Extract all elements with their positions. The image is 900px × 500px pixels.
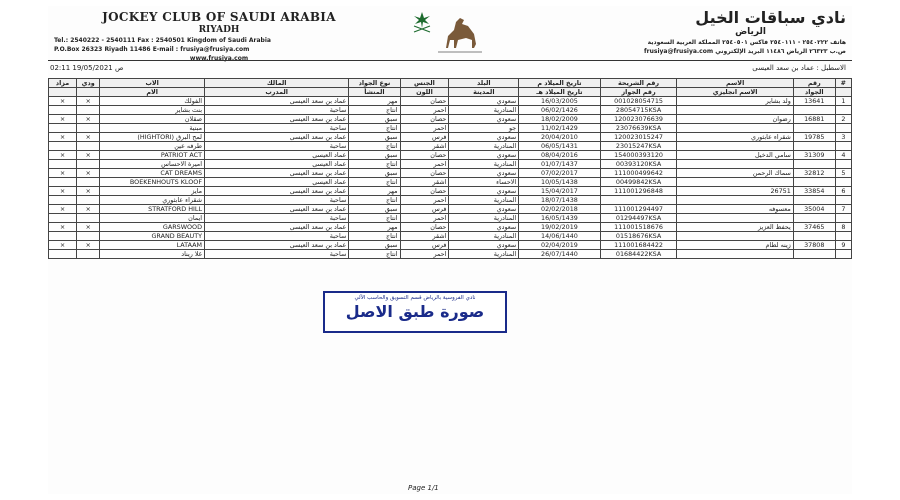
- table-cell: حصان: [400, 97, 449, 106]
- col-subheader: تاريخ الميلاد هـ: [519, 88, 600, 97]
- table-cell: 01/07/1437: [519, 160, 600, 169]
- col-subheader: اللون: [400, 88, 449, 97]
- table-cell: ساحبة: [205, 232, 349, 241]
- table-cell: سبق: [349, 115, 400, 124]
- table-row: [49, 169, 852, 178]
- table-cell: [600, 196, 677, 205]
- table-cell: ×: [49, 133, 77, 142]
- col-header: تاريخ الميلاد م: [519, 79, 600, 88]
- table-cell: [677, 196, 793, 205]
- table-cell: [793, 106, 835, 115]
- table-cell: [49, 106, 77, 115]
- col-header: رقم: [793, 79, 835, 88]
- table-cell: [49, 178, 77, 187]
- table-cell: 19785: [793, 133, 835, 142]
- table-cell: [835, 196, 851, 205]
- table-cell: [77, 178, 100, 187]
- table-cell: 02/04/2019: [519, 241, 600, 250]
- table-cell: 01684422KSA: [600, 250, 677, 259]
- table-row-sub: [49, 124, 852, 133]
- table-cell: 10/05/1438: [519, 178, 600, 187]
- table-cell: ×: [49, 115, 77, 124]
- table-row: [49, 115, 852, 124]
- table-cell: سماك الرحمن: [677, 169, 793, 178]
- table-cell: 7: [835, 205, 851, 214]
- certified-copy-stamp: [323, 291, 507, 333]
- table-cell: المنادرية: [449, 160, 519, 169]
- table-cell: عماد العيسى: [205, 178, 349, 187]
- table-cell: 33854: [793, 187, 835, 196]
- table-cell: 18/02/2009: [519, 115, 600, 124]
- table-cell: ×: [49, 169, 77, 178]
- table-cell: ولد بشاير: [677, 97, 793, 106]
- table-cell: سعودي: [449, 169, 519, 178]
- table-cell: اميرة الاحساس: [100, 160, 205, 169]
- table-cell: 06/02/1426: [519, 106, 600, 115]
- table-cell: [49, 196, 77, 205]
- table-row: [49, 97, 852, 106]
- table-cell: زينه لطام: [677, 241, 793, 250]
- table-cell: معسوفه: [677, 205, 793, 214]
- table-cell: سعودي: [449, 97, 519, 106]
- col-header: الاسم: [677, 79, 793, 88]
- table-cell: 15/04/2017: [519, 187, 600, 196]
- col-header: الاب: [100, 79, 205, 88]
- table-cell: عماد العيسى: [205, 160, 349, 169]
- table-cell: فرس: [400, 241, 449, 250]
- table-cell: 19/02/2019: [519, 223, 600, 232]
- table-row-sub: [49, 196, 852, 205]
- table-cell: [793, 214, 835, 223]
- table-cell: [677, 250, 793, 259]
- table-cell: اشقر: [400, 142, 449, 151]
- table-cell: سعودي: [449, 187, 519, 196]
- table-cell: 02/02/2018: [519, 205, 600, 214]
- table-cell: [677, 142, 793, 151]
- table-cell: 00499842KSA: [600, 178, 677, 187]
- club-city-english: RIYADH: [198, 25, 240, 35]
- table-cell: 2: [835, 115, 851, 124]
- table-cell: ساحبة: [205, 250, 349, 259]
- col-subheader: [49, 88, 77, 97]
- table-cell: انتاج: [349, 160, 400, 169]
- col-header: ودي: [77, 79, 100, 88]
- letterhead-arabic: [546, 8, 846, 55]
- table-cell: انتاج: [349, 124, 400, 133]
- table-cell: 08/04/2016: [519, 151, 600, 160]
- table-cell: انتاج: [349, 214, 400, 223]
- table-cell: ×: [77, 169, 100, 178]
- table-cell: 001028054715: [600, 97, 677, 106]
- table-cell: [49, 250, 77, 259]
- table-cell: 31309: [793, 151, 835, 160]
- table-cell: احمر: [400, 196, 449, 205]
- table-cell: [77, 160, 100, 169]
- table-cell: [677, 214, 793, 223]
- table-cell: GARSWOOD: [100, 223, 205, 232]
- table-cell: STRATFORD HILL: [100, 205, 205, 214]
- table-cell: [793, 196, 835, 205]
- table-cell: المنادرية: [449, 250, 519, 259]
- horse-emblem-icon: [408, 8, 488, 58]
- col-subheader: الام: [100, 88, 205, 97]
- table-cell: [835, 142, 851, 151]
- table-row: [49, 241, 852, 250]
- table-cell: [793, 232, 835, 241]
- table-cell: عماد بن سعد العيسى: [205, 97, 349, 106]
- table-cell: [835, 124, 851, 133]
- table-cell: سعودي: [449, 151, 519, 160]
- table-cell: عماد بن سعد العيسى: [205, 241, 349, 250]
- club-city-arabic: الرياض: [735, 27, 766, 37]
- table-cell: حصان: [400, 169, 449, 178]
- letterhead-english: [54, 10, 384, 62]
- table-cell: فرس: [400, 205, 449, 214]
- contact-arabic: هاتف ٢٥٤٠٢٢٢ - ٢٥٤٠١١١ فاكس ٢٥٤٠٥٠١ المملكة العربية السعودية: [647, 39, 846, 46]
- club-logo: [408, 8, 488, 58]
- table-cell: جو: [449, 124, 519, 133]
- letterhead: [48, 6, 852, 62]
- table-cell: GRAND BEAUTY: [100, 232, 205, 241]
- table-row: [49, 151, 852, 160]
- table-cell: [77, 124, 100, 133]
- table-cell: [793, 160, 835, 169]
- table-cell: انتاج: [349, 250, 400, 259]
- table-cell: سبق: [349, 241, 400, 250]
- table-cell: [677, 178, 793, 187]
- col-header: نوع الجواد: [349, 79, 400, 88]
- table-row-sub: [49, 232, 852, 241]
- print-date: 02:11 19/05/2021 ص: [50, 64, 124, 72]
- table-cell: 5: [835, 169, 851, 178]
- table-row-sub: [49, 160, 852, 169]
- table-cell: احمر: [400, 214, 449, 223]
- table-cell: يحفظ العزيز: [677, 223, 793, 232]
- horses-table-body: [49, 97, 852, 259]
- table-cell: مهر: [349, 223, 400, 232]
- table-cell: [835, 214, 851, 223]
- table-cell: عماد بن سعد العيسى: [205, 169, 349, 178]
- table-cell: [793, 124, 835, 133]
- website: www.frusiya.com: [189, 55, 249, 62]
- table-cell: انتاج: [349, 106, 400, 115]
- table-cell: 13641: [793, 97, 835, 106]
- table-cell: 1: [835, 97, 851, 106]
- table-cell: عماد بن سعد العيسى: [205, 187, 349, 196]
- table-cell: 18/07/1438: [519, 196, 600, 205]
- table-cell: [677, 232, 793, 241]
- col-header: مزاد: [49, 79, 77, 88]
- table-cell: فرس: [400, 133, 449, 142]
- table-cell: رضوان: [677, 115, 793, 124]
- table-cell: PATRIOT ACT: [100, 151, 205, 160]
- table-cell: ساحبة: [205, 196, 349, 205]
- table-cell: 111001684422: [600, 241, 677, 250]
- table-cell: حصان: [400, 187, 449, 196]
- table-cell: المنادرية: [449, 196, 519, 205]
- table-cell: 9: [835, 241, 851, 250]
- table-cell: 111001518676: [600, 223, 677, 232]
- table-cell: [835, 250, 851, 259]
- table-cell: ×: [49, 223, 77, 232]
- contact-english: Tel.: 2540222 - 2540111 Fax : 2540501 Kingdom of Saudi Arabia: [54, 37, 271, 44]
- table-cell: طرفه عين: [100, 142, 205, 151]
- table-cell: حصان: [400, 223, 449, 232]
- col-subheader: المدينة: [449, 88, 519, 97]
- stamp-department: نادي الفروسية بالرياض قسم التسويق والحاسب الآلي: [354, 295, 476, 301]
- table-cell: انتاج: [349, 142, 400, 151]
- table-cell: [77, 142, 100, 151]
- table-cell: ×: [77, 115, 100, 124]
- table-cell: الفولك: [100, 97, 205, 106]
- table-cell: ×: [49, 151, 77, 160]
- table-cell: المنادرية: [449, 106, 519, 115]
- col-subheader: [77, 88, 100, 97]
- table-cell: عماد بن سعد العيسى: [205, 133, 349, 142]
- col-subheader: المنشأ: [349, 88, 400, 97]
- table-cell: مبنية: [100, 124, 205, 133]
- table-cell: [677, 124, 793, 133]
- table-cell: [677, 160, 793, 169]
- table-cell: عماد بن سعد العيسى: [205, 205, 349, 214]
- table-cell: سبق: [349, 169, 400, 178]
- table-cell: اشقر: [400, 178, 449, 187]
- table-cell: [49, 124, 77, 133]
- table-row: [49, 223, 852, 232]
- table-cell: 01518676KSA: [600, 232, 677, 241]
- table-cell: ساحبة: [205, 214, 349, 223]
- table-cell: سعودي: [449, 133, 519, 142]
- col-subheader: الجواد: [793, 88, 835, 97]
- table-cell: غلا ريناد: [100, 250, 205, 259]
- table-cell: [77, 250, 100, 259]
- col-subheader: رقم الجواز: [600, 88, 677, 97]
- table-cell: ×: [49, 187, 77, 196]
- stamp-text: صورة طبق الاصل: [345, 302, 485, 321]
- table-cell: لمح البرق (HIGHTORI): [100, 133, 205, 142]
- club-name-arabic: نادي سباقات الخيل: [695, 8, 846, 27]
- table-cell: 07/02/2017: [519, 169, 600, 178]
- table-cell: احمر: [400, 250, 449, 259]
- table-cell: ×: [49, 205, 77, 214]
- table-cell: 23076639KSA: [600, 124, 677, 133]
- col-header: رقم الشريحة: [600, 79, 677, 88]
- table-cell: 26/07/1440: [519, 250, 600, 259]
- table-cell: اشقر: [400, 232, 449, 241]
- table-cell: 28054715KSA: [600, 106, 677, 115]
- table-cell: [793, 178, 835, 187]
- table-cell: ايمان: [100, 214, 205, 223]
- club-name-english: JOCKEY CLUB OF SAUDI ARABIA: [102, 10, 336, 24]
- table-cell: سبق: [349, 151, 400, 160]
- table-cell: 11/02/1429: [519, 124, 600, 133]
- table-cell: ×: [77, 151, 100, 160]
- table-row-sub: [49, 178, 852, 187]
- table-cell: مايز: [100, 187, 205, 196]
- table-cell: الاحساء: [449, 178, 519, 187]
- table-cell: 37808: [793, 241, 835, 250]
- table-cell: سعودي: [449, 205, 519, 214]
- table-cell: انتاج: [349, 232, 400, 241]
- table-cell: ×: [77, 205, 100, 214]
- table-cell: صقلان: [100, 115, 205, 124]
- col-header: المالك: [205, 79, 349, 88]
- table-row: [49, 133, 852, 142]
- table-cell: ساحبة: [205, 142, 349, 151]
- table-cell: BOEKENHOUTS KLOOF: [100, 178, 205, 187]
- table-row-sub: [49, 142, 852, 151]
- table-cell: 01294497KSA: [600, 214, 677, 223]
- table-cell: [49, 160, 77, 169]
- table-cell: 06/05/1431: [519, 142, 600, 151]
- header-row-top: [49, 79, 852, 88]
- table-cell: [793, 142, 835, 151]
- table-cell: ساحبة: [205, 124, 349, 133]
- table-cell: 37465: [793, 223, 835, 232]
- table-cell: سامي الدخيل: [677, 151, 793, 160]
- col-header: البلد: [449, 79, 519, 88]
- table-cell: ×: [49, 97, 77, 106]
- table-row: [49, 187, 852, 196]
- table-cell: ×: [77, 97, 100, 106]
- table-cell: [49, 142, 77, 151]
- table-cell: بنت بشاير: [100, 106, 205, 115]
- table-cell: 8: [835, 223, 851, 232]
- table-cell: [49, 232, 77, 241]
- table-cell: شقراء عابثوري: [677, 133, 793, 142]
- table-cell: ساحبة: [205, 106, 349, 115]
- table-cell: 32812: [793, 169, 835, 178]
- table-cell: 16881: [793, 115, 835, 124]
- header-row-bottom: [49, 88, 852, 97]
- table-cell: 26751: [677, 187, 793, 196]
- col-header: الجنس: [400, 79, 449, 88]
- page-number: Page 1/1: [408, 484, 439, 492]
- table-cell: احمر: [400, 106, 449, 115]
- col-subheader: [835, 88, 851, 97]
- table-cell: المنادرية: [449, 232, 519, 241]
- table-cell: [677, 106, 793, 115]
- table-cell: 14/06/1440: [519, 232, 600, 241]
- table-cell: [77, 196, 100, 205]
- table-row-sub: [49, 214, 852, 223]
- address-arabic: ص.ب ٢٦٣٢٣ الرياض ١١٤٨٦ البريد الإلكتروني frusiya@frusiya.com: [644, 48, 846, 55]
- table-cell: 16/03/2005: [519, 97, 600, 106]
- table-cell: المنادرية: [449, 214, 519, 223]
- table-cell: 23015247KSA: [600, 142, 677, 151]
- col-subheader: الاسم انجليزي: [677, 88, 793, 97]
- table-cell: 6: [835, 187, 851, 196]
- table-cell: انتاج: [349, 196, 400, 205]
- col-header: #: [835, 79, 851, 88]
- table-cell: ×: [77, 133, 100, 142]
- table-cell: [49, 214, 77, 223]
- table-cell: سعودي: [449, 115, 519, 124]
- table-cell: مهر: [349, 97, 400, 106]
- stable-label: الاسطبل : عماد بن سعد العيسى: [752, 64, 846, 72]
- table-row-sub: [49, 106, 852, 115]
- table-cell: احمر: [400, 160, 449, 169]
- table-cell: سعودي: [449, 223, 519, 232]
- meta-row: [48, 64, 852, 76]
- table-cell: ×: [77, 187, 100, 196]
- col-subheader: المدرب: [205, 88, 349, 97]
- table-cell: 120023015247: [600, 133, 677, 142]
- table-cell: حصان: [400, 115, 449, 124]
- table-cell: [835, 106, 851, 115]
- table-row: [49, 205, 852, 214]
- table-cell: مهر: [349, 187, 400, 196]
- table-cell: LATAAM: [100, 241, 205, 250]
- horses-table: [48, 78, 852, 259]
- document-page: [48, 6, 852, 494]
- table-cell: 111001296848: [600, 187, 677, 196]
- table-cell: [835, 178, 851, 187]
- table-cell: ×: [49, 241, 77, 250]
- table-cell: المنادرية: [449, 142, 519, 151]
- table-cell: 20/04/2010: [519, 133, 600, 142]
- table-cell: 120023076639: [600, 115, 677, 124]
- table-cell: سبق: [349, 205, 400, 214]
- table-cell: 35004: [793, 205, 835, 214]
- table-cell: [77, 106, 100, 115]
- table-cell: CAT DREAMS: [100, 169, 205, 178]
- table-cell: انتاج: [349, 178, 400, 187]
- table-cell: 00393120KSA: [600, 160, 677, 169]
- table-cell: سعودي: [449, 241, 519, 250]
- table-cell: [77, 214, 100, 223]
- table-cell: 4: [835, 151, 851, 160]
- table-row-sub: [49, 250, 852, 259]
- table-cell: 16/05/1439: [519, 214, 600, 223]
- header-divider: [48, 60, 852, 61]
- table-cell: 154000393120: [600, 151, 677, 160]
- table-cell: 111000499642: [600, 169, 677, 178]
- table-cell: عماد العيسى: [205, 151, 349, 160]
- table-cell: سبق: [349, 133, 400, 142]
- address-english: P.O.Box 26323 Riyadh 11486 E-mail : frusiya@frusiya.com: [54, 46, 250, 53]
- table-cell: [77, 232, 100, 241]
- table-cell: عماد بن سعد العيسى: [205, 115, 349, 124]
- table-cell: ×: [77, 241, 100, 250]
- table-cell: شقراء عابثوري: [100, 196, 205, 205]
- table-cell: حصان: [400, 151, 449, 160]
- table-cell: ×: [77, 223, 100, 232]
- table-cell: [793, 250, 835, 259]
- table-cell: [835, 160, 851, 169]
- table-cell: 111001294497: [600, 205, 677, 214]
- table-cell: عماد بن سعد العيسى: [205, 223, 349, 232]
- table-cell: 3: [835, 133, 851, 142]
- table-cell: احمر: [400, 124, 449, 133]
- table-cell: [835, 232, 851, 241]
